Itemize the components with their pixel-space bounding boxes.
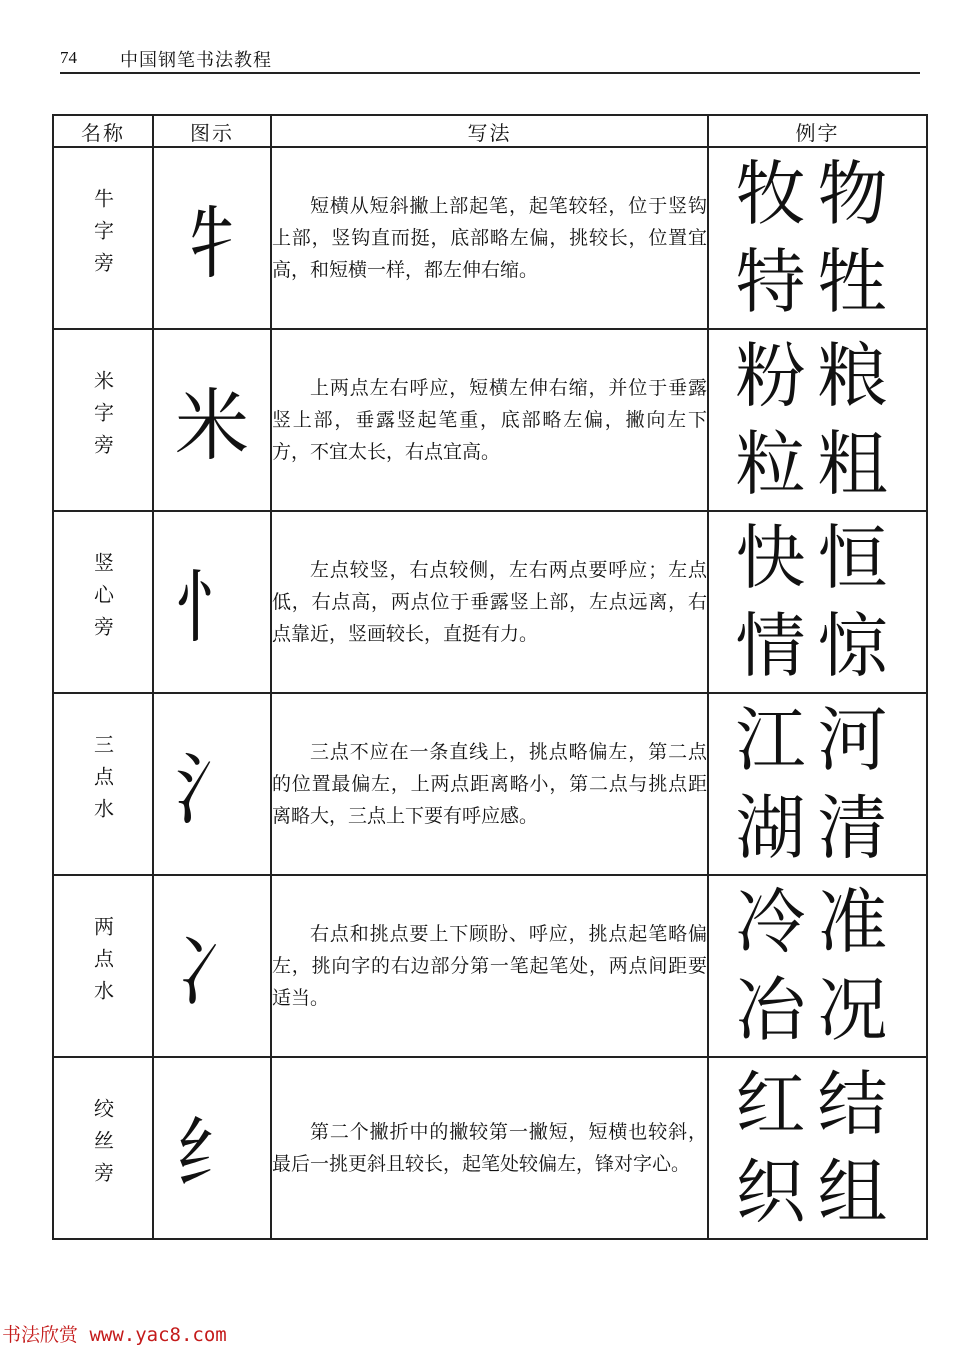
method-cell [271, 1057, 708, 1239]
radical-figure: 牜 [175, 199, 249, 290]
method-cell [271, 693, 708, 875]
radical-name-cell [53, 693, 153, 875]
example-chars-top: 冷准 [735, 881, 900, 963]
radical-figure: 冫 [175, 927, 249, 1018]
column-header-figure: 图示 [153, 115, 271, 147]
example-chars-bottom: 冶况 [735, 969, 900, 1051]
method-text: 第二个撇折中的撇较第一撇短，短横也较斜，最后一挑更斜且较长，起笔处较偏左，锋对字心。 [272, 1121, 707, 1175]
radical-figure-cell [153, 693, 271, 875]
site-watermark: 书法欣赏 www.yac8.com [2, 1324, 227, 1346]
radical-name: 两点水 [90, 916, 115, 1012]
method-cell [271, 329, 708, 511]
radical-figure-cell [153, 875, 271, 1057]
table-header-row [53, 115, 927, 147]
examples-cell [708, 875, 927, 1057]
example-chars-bottom: 情惊 [735, 605, 900, 687]
column-header-method: 写法 [271, 115, 708, 147]
column-header-name: 名称 [53, 115, 153, 147]
table-row [53, 1057, 927, 1239]
example-chars-top: 粉粮 [735, 335, 900, 417]
radical-name: 米字旁 [90, 370, 115, 466]
method-cell [271, 147, 708, 329]
page-number: 74 [60, 48, 77, 67]
method-text: 左点较竖，右点较侧，左右两点要呼应；左点低，右点高，两点位于垂露竖上部，左点远离，右点靠近，竖画较长，直挺有力。 [272, 559, 707, 645]
radical-name-cell [53, 875, 153, 1057]
radical-figure: 忄 [175, 563, 249, 654]
table-row [53, 329, 927, 511]
radical-figure: 纟 [175, 1109, 249, 1200]
example-chars-bottom: 织组 [735, 1151, 900, 1233]
method-text: 三点不应在一条直线上，挑点略偏左，第二点的位置最偏左，上两点距离略小，第二点与挑点距离略大，三点上下要有呼应感。 [272, 741, 707, 827]
page-header [60, 44, 920, 74]
example-chars-bottom: 特牲 [735, 241, 900, 323]
book-title: 中国钢笔书法教程 [120, 50, 272, 71]
method-text: 上两点左右呼应，短横左伸右缩，并位于垂露竖上部，垂露竖起笔重，底部略左偏，撇向左下方，不宜太长，右点宜高。 [272, 377, 707, 463]
header-rule [60, 72, 920, 74]
examples-cell [708, 147, 927, 329]
examples-cell [708, 693, 927, 875]
example-chars-bottom: 湖清 [735, 787, 900, 869]
table-row [53, 875, 927, 1057]
radical-table [52, 114, 928, 1240]
method-text: 短横从短斜撇上部起笔，起笔较轻，位于竖钩上部，竖钩直而挺，底部略左偏，挑较长，位置宜高，和短横一样，都左伸右缩。 [272, 195, 707, 281]
radical-name-cell [53, 329, 153, 511]
radical-name: 三点水 [90, 734, 115, 830]
example-chars-top: 江河 [735, 699, 900, 781]
radical-figure-cell [153, 329, 271, 511]
example-chars-top: 牧物 [735, 153, 900, 235]
table-row [53, 693, 927, 875]
example-chars-top: 红结 [735, 1063, 900, 1145]
table-row [53, 147, 927, 329]
radical-name-cell [53, 1057, 153, 1239]
radical-figure: 氵 [175, 745, 249, 836]
table-row [53, 511, 927, 693]
examples-cell [708, 329, 927, 511]
radical-name: 牛字旁 [90, 188, 115, 284]
column-header-examples: 例字 [708, 115, 927, 147]
radical-name-cell [53, 511, 153, 693]
radical-figure-cell [153, 511, 271, 693]
examples-cell [708, 1057, 927, 1239]
example-chars-top: 快恒 [735, 517, 900, 599]
method-cell [271, 875, 708, 1057]
example-chars-bottom: 粒粗 [735, 423, 900, 505]
radical-figure: 米 [175, 381, 249, 472]
radical-name: 绞丝旁 [90, 1098, 115, 1194]
radical-name-cell [53, 147, 153, 329]
radical-figure-cell [153, 1057, 271, 1239]
method-text: 右点和挑点要上下顾盼、呼应，挑点起笔略偏左，挑向字的右边部分第一笔起笔处，两点间距要适当。 [272, 923, 707, 1009]
radical-name: 竖心旁 [90, 552, 115, 648]
method-cell [271, 511, 708, 693]
radical-figure-cell [153, 147, 271, 329]
examples-cell [708, 511, 927, 693]
